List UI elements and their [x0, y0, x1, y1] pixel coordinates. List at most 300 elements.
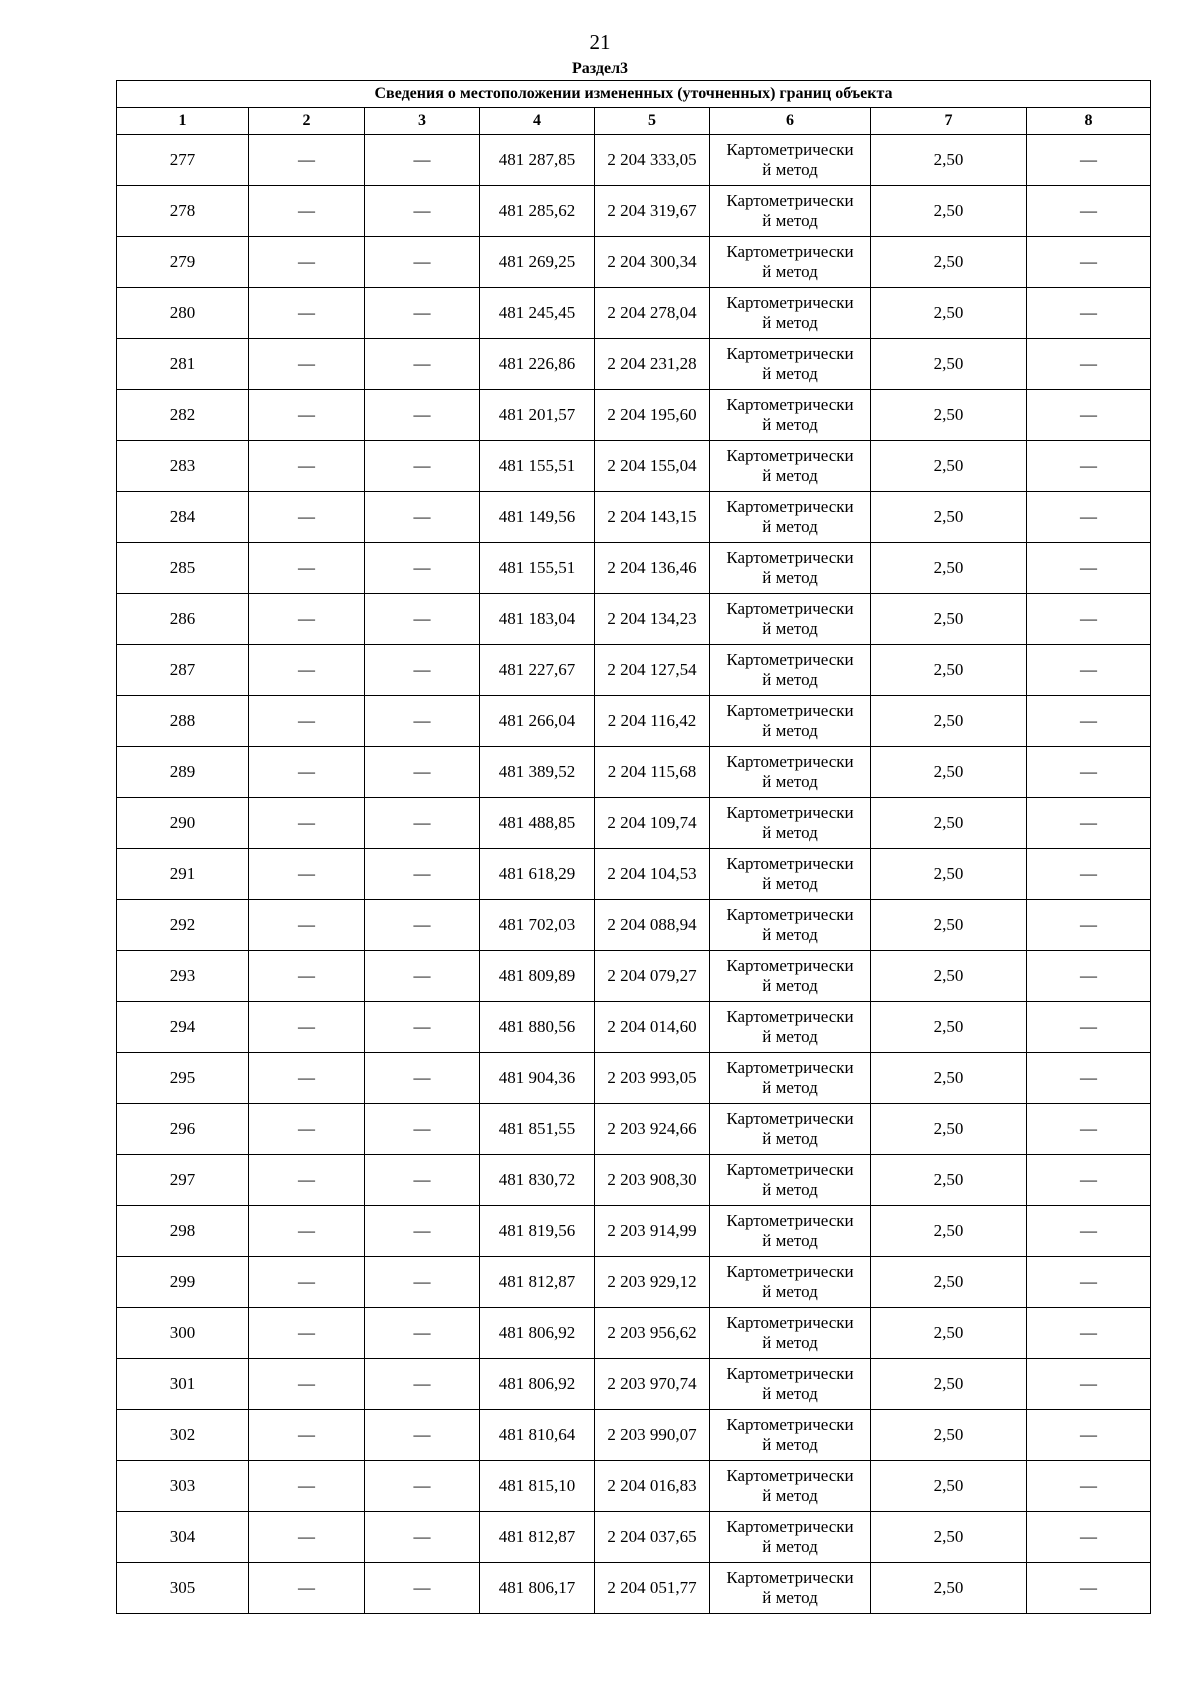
point-number-cell: 289: [117, 747, 249, 798]
point-number-cell: 292: [117, 900, 249, 951]
table-row: [117, 1155, 1151, 1206]
table-row: [117, 1410, 1151, 1461]
x-coordinate-cell: 481 851,55: [480, 1104, 595, 1155]
method-line2: й метод: [762, 619, 818, 638]
point-number-cell: 285: [117, 543, 249, 594]
x-coordinate-cell: 481 880,56: [480, 1002, 595, 1053]
method-cell: [710, 186, 871, 237]
method-line2: й метод: [762, 466, 818, 485]
col8-cell: —: [1027, 1155, 1151, 1206]
col8-cell: —: [1027, 390, 1151, 441]
col8-cell: —: [1027, 237, 1151, 288]
method-cell: [710, 1257, 871, 1308]
accuracy-cell: 2,50: [871, 1257, 1027, 1308]
method-cell: [710, 288, 871, 339]
method-line2: й метод: [762, 823, 818, 842]
x-coordinate-cell: 481 245,45: [480, 288, 595, 339]
col8-cell: —: [1027, 135, 1151, 186]
column-number: 1: [117, 108, 249, 135]
col3-cell: —: [365, 900, 480, 951]
method-line1: Картометрически: [726, 650, 854, 669]
y-coordinate-cell: 2 203 990,07: [595, 1410, 710, 1461]
col3-cell: —: [365, 186, 480, 237]
col3-cell: —: [365, 645, 480, 696]
page-number: 21: [589, 30, 611, 54]
method-cell: [710, 1410, 871, 1461]
accuracy-cell: 2,50: [871, 1461, 1027, 1512]
method-line2: й метод: [762, 772, 818, 791]
method-cell: [710, 390, 871, 441]
method-line1: Картометрически: [726, 293, 854, 312]
method-line2: й метод: [762, 1537, 818, 1556]
method-line2: й метод: [762, 262, 818, 281]
y-coordinate-cell: 2 203 993,05: [595, 1053, 710, 1104]
accuracy-cell: 2,50: [871, 645, 1027, 696]
y-coordinate-cell: 2 203 914,99: [595, 1206, 710, 1257]
accuracy-cell: 2,50: [871, 747, 1027, 798]
y-coordinate-cell: 2 203 929,12: [595, 1257, 710, 1308]
col8-cell: —: [1027, 951, 1151, 1002]
method-line1: Картометрически: [726, 395, 854, 414]
y-coordinate-cell: 2 204 014,60: [595, 1002, 710, 1053]
point-number-cell: 287: [117, 645, 249, 696]
col8-cell: —: [1027, 900, 1151, 951]
method-cell: [710, 237, 871, 288]
table-row: [117, 1359, 1151, 1410]
col8-cell: —: [1027, 543, 1151, 594]
col3-cell: —: [365, 1104, 480, 1155]
col3-cell: —: [365, 696, 480, 747]
col2-cell: —: [249, 1155, 365, 1206]
point-number-cell: 290: [117, 798, 249, 849]
method-cell: [710, 798, 871, 849]
table-row: [117, 645, 1151, 696]
method-line2: й метод: [762, 1027, 818, 1046]
method-line1: Картометрически: [726, 1109, 854, 1128]
col2-cell: —: [249, 1206, 365, 1257]
method-cell: [710, 747, 871, 798]
col3-cell: —: [365, 1359, 480, 1410]
col2-cell: —: [249, 288, 365, 339]
point-number-cell: 294: [117, 1002, 249, 1053]
x-coordinate-cell: 481 269,25: [480, 237, 595, 288]
method-line2: й метод: [762, 160, 818, 179]
table-row: [117, 390, 1151, 441]
col8-cell: —: [1027, 1359, 1151, 1410]
col2-cell: —: [249, 645, 365, 696]
method-line1: Картометрически: [726, 1364, 854, 1383]
x-coordinate-cell: 481 227,67: [480, 645, 595, 696]
method-line1: Картометрически: [726, 1211, 854, 1230]
table-row: [117, 747, 1151, 798]
y-coordinate-cell: 2 203 924,66: [595, 1104, 710, 1155]
point-number-cell: 288: [117, 696, 249, 747]
col8-cell: —: [1027, 696, 1151, 747]
column-number: 6: [710, 108, 871, 135]
table-row: [117, 1512, 1151, 1563]
method-line1: Картометрически: [726, 1466, 854, 1485]
x-coordinate-cell: 481 285,62: [480, 186, 595, 237]
x-coordinate-cell: 481 389,52: [480, 747, 595, 798]
y-coordinate-cell: 2 204 195,60: [595, 390, 710, 441]
method-cell: [710, 135, 871, 186]
accuracy-cell: 2,50: [871, 1512, 1027, 1563]
x-coordinate-cell: 481 183,04: [480, 594, 595, 645]
method-line1: Картометрически: [726, 905, 854, 924]
point-number-cell: 295: [117, 1053, 249, 1104]
method-cell: [710, 339, 871, 390]
x-coordinate-cell: 481 201,57: [480, 390, 595, 441]
method-cell: [710, 492, 871, 543]
method-line1: Картометрически: [726, 1415, 854, 1434]
accuracy-cell: 2,50: [871, 339, 1027, 390]
y-coordinate-cell: 2 203 970,74: [595, 1359, 710, 1410]
accuracy-cell: 2,50: [871, 696, 1027, 747]
method-line2: й метод: [762, 313, 818, 332]
col2-cell: —: [249, 441, 365, 492]
method-line2: й метод: [762, 1282, 818, 1301]
method-line2: й метод: [762, 874, 818, 893]
method-line2: й метод: [762, 721, 818, 740]
accuracy-cell: 2,50: [871, 1053, 1027, 1104]
method-line1: Картометрически: [726, 1058, 854, 1077]
col2-cell: —: [249, 390, 365, 441]
y-coordinate-cell: 2 204 079,27: [595, 951, 710, 1002]
x-coordinate-cell: 481 149,56: [480, 492, 595, 543]
method-cell: [710, 1206, 871, 1257]
col2-cell: —: [249, 1053, 365, 1104]
method-line1: Картометрически: [726, 1262, 854, 1281]
accuracy-cell: 2,50: [871, 1308, 1027, 1359]
column-number: 7: [871, 108, 1027, 135]
point-number-cell: 304: [117, 1512, 249, 1563]
accuracy-cell: 2,50: [871, 1002, 1027, 1053]
y-coordinate-cell: 2 204 115,68: [595, 747, 710, 798]
y-coordinate-cell: 2 204 104,53: [595, 849, 710, 900]
point-number-cell: 277: [117, 135, 249, 186]
col2-cell: —: [249, 951, 365, 1002]
table-row: [117, 696, 1151, 747]
col3-cell: —: [365, 1512, 480, 1563]
col8-cell: —: [1027, 747, 1151, 798]
col2-cell: —: [249, 1002, 365, 1053]
x-coordinate-cell: 481 287,85: [480, 135, 595, 186]
col8-cell: —: [1027, 1104, 1151, 1155]
method-line1: Картометрически: [726, 803, 854, 822]
column-number: 2: [249, 108, 365, 135]
x-coordinate-cell: 481 806,17: [480, 1563, 595, 1614]
col2-cell: —: [249, 135, 365, 186]
table-row: [117, 339, 1151, 390]
table-row: [117, 1308, 1151, 1359]
accuracy-cell: 2,50: [871, 594, 1027, 645]
col3-cell: —: [365, 543, 480, 594]
x-coordinate-cell: 481 806,92: [480, 1308, 595, 1359]
col8-cell: —: [1027, 1461, 1151, 1512]
accuracy-cell: 2,50: [871, 1104, 1027, 1155]
x-coordinate-cell: 481 618,29: [480, 849, 595, 900]
y-coordinate-cell: 2 204 143,15: [595, 492, 710, 543]
table-row: [117, 1257, 1151, 1308]
x-coordinate-cell: 481 266,04: [480, 696, 595, 747]
x-coordinate-cell: 481 488,85: [480, 798, 595, 849]
coordinates-table: [116, 80, 1151, 1614]
col3-cell: —: [365, 390, 480, 441]
method-line1: Картометрически: [726, 1568, 854, 1587]
method-line1: Картометрически: [726, 140, 854, 159]
y-coordinate-cell: 2 203 908,30: [595, 1155, 710, 1206]
point-number-cell: 302: [117, 1410, 249, 1461]
method-cell: [710, 696, 871, 747]
col2-cell: —: [249, 1257, 365, 1308]
method-line1: Картометрически: [726, 1007, 854, 1026]
point-number-cell: 293: [117, 951, 249, 1002]
y-coordinate-cell: 2 204 109,74: [595, 798, 710, 849]
method-cell: [710, 951, 871, 1002]
method-line1: Картометрически: [726, 446, 854, 465]
point-number-cell: 299: [117, 1257, 249, 1308]
method-line1: Картометрически: [726, 1517, 854, 1536]
table-row: [117, 288, 1151, 339]
col3-cell: —: [365, 1257, 480, 1308]
y-coordinate-cell: 2 204 016,83: [595, 1461, 710, 1512]
point-number-cell: 284: [117, 492, 249, 543]
method-line2: й метод: [762, 568, 818, 587]
accuracy-cell: 2,50: [871, 441, 1027, 492]
x-coordinate-cell: 481 815,10: [480, 1461, 595, 1512]
y-coordinate-cell: 2 204 333,05: [595, 135, 710, 186]
y-coordinate-cell: 2 204 088,94: [595, 900, 710, 951]
method-line2: й метод: [762, 670, 818, 689]
method-line2: й метод: [762, 211, 818, 230]
col3-cell: —: [365, 951, 480, 1002]
col8-cell: —: [1027, 1563, 1151, 1614]
method-cell: [710, 900, 871, 951]
method-line1: Картометрически: [726, 242, 854, 261]
method-cell: [710, 645, 871, 696]
col2-cell: —: [249, 1104, 365, 1155]
col2-cell: —: [249, 186, 365, 237]
x-coordinate-cell: 481 155,51: [480, 543, 595, 594]
method-line2: й метод: [762, 1231, 818, 1250]
method-line2: й метод: [762, 1588, 818, 1607]
method-line2: й метод: [762, 517, 818, 536]
accuracy-cell: 2,50: [871, 1563, 1027, 1614]
col8-cell: —: [1027, 1206, 1151, 1257]
method-line2: й метод: [762, 925, 818, 944]
x-coordinate-cell: 481 155,51: [480, 441, 595, 492]
table-row: [117, 441, 1151, 492]
table-row: [117, 186, 1151, 237]
col3-cell: —: [365, 237, 480, 288]
col3-cell: —: [365, 1563, 480, 1614]
point-number-cell: 298: [117, 1206, 249, 1257]
col2-cell: —: [249, 1410, 365, 1461]
table-title: Сведения о местоположении измененных (уточненных) границ объекта: [117, 81, 1151, 108]
method-line1: Картометрически: [726, 497, 854, 516]
table-row: [117, 1104, 1151, 1155]
col2-cell: —: [249, 492, 365, 543]
table-title-row: [117, 81, 1151, 108]
accuracy-cell: 2,50: [871, 1410, 1027, 1461]
col2-cell: —: [249, 1563, 365, 1614]
method-line2: й метод: [762, 1078, 818, 1097]
col3-cell: —: [365, 492, 480, 543]
col8-cell: —: [1027, 1257, 1151, 1308]
method-line1: Картометрически: [726, 701, 854, 720]
method-line1: Картометрически: [726, 191, 854, 210]
method-line1: Картометрически: [726, 752, 854, 771]
method-cell: [710, 1563, 871, 1614]
point-number-cell: 297: [117, 1155, 249, 1206]
x-coordinate-cell: 481 819,56: [480, 1206, 595, 1257]
method-cell: [710, 1053, 871, 1104]
point-number-cell: 300: [117, 1308, 249, 1359]
point-number-cell: 303: [117, 1461, 249, 1512]
method-cell: [710, 1308, 871, 1359]
table-row: [117, 1461, 1151, 1512]
method-line2: й метод: [762, 1486, 818, 1505]
accuracy-cell: 2,50: [871, 135, 1027, 186]
col8-cell: —: [1027, 1308, 1151, 1359]
col8-cell: —: [1027, 441, 1151, 492]
col3-cell: —: [365, 288, 480, 339]
method-cell: [710, 849, 871, 900]
method-cell: [710, 594, 871, 645]
accuracy-cell: 2,50: [871, 798, 1027, 849]
method-line1: Картометрически: [726, 548, 854, 567]
table-row: [117, 594, 1151, 645]
y-coordinate-cell: 2 204 116,42: [595, 696, 710, 747]
col2-cell: —: [249, 594, 365, 645]
col2-cell: —: [249, 696, 365, 747]
accuracy-cell: 2,50: [871, 849, 1027, 900]
method-line2: й метод: [762, 364, 818, 383]
method-cell: [710, 1512, 871, 1563]
col8-cell: —: [1027, 798, 1151, 849]
column-number-row: [117, 108, 1151, 135]
point-number-cell: 278: [117, 186, 249, 237]
method-line2: й метод: [762, 1435, 818, 1454]
col8-cell: —: [1027, 1410, 1151, 1461]
column-number: 3: [365, 108, 480, 135]
table-body: [117, 135, 1151, 1614]
method-line1: Картометрически: [726, 599, 854, 618]
col3-cell: —: [365, 849, 480, 900]
accuracy-cell: 2,50: [871, 390, 1027, 441]
table-row: [117, 900, 1151, 951]
method-line2: й метод: [762, 415, 818, 434]
x-coordinate-cell: 481 809,89: [480, 951, 595, 1002]
point-number-cell: 286: [117, 594, 249, 645]
table-row: [117, 135, 1151, 186]
col3-cell: —: [365, 1053, 480, 1104]
table-row: [117, 492, 1151, 543]
y-coordinate-cell: 2 204 300,34: [595, 237, 710, 288]
col8-cell: —: [1027, 594, 1151, 645]
col8-cell: —: [1027, 288, 1151, 339]
point-number-cell: 291: [117, 849, 249, 900]
col3-cell: —: [365, 1155, 480, 1206]
col2-cell: —: [249, 543, 365, 594]
col3-cell: —: [365, 1461, 480, 1512]
col2-cell: —: [249, 798, 365, 849]
table-row: [117, 1563, 1151, 1614]
x-coordinate-cell: 481 812,87: [480, 1257, 595, 1308]
method-line2: й метод: [762, 1384, 818, 1403]
col2-cell: —: [249, 1512, 365, 1563]
y-coordinate-cell: 2 204 319,67: [595, 186, 710, 237]
col2-cell: —: [249, 900, 365, 951]
point-number-cell: 305: [117, 1563, 249, 1614]
col8-cell: —: [1027, 339, 1151, 390]
method-line1: Картометрически: [726, 1313, 854, 1332]
col8-cell: —: [1027, 645, 1151, 696]
table-row: [117, 1002, 1151, 1053]
x-coordinate-cell: 481 812,87: [480, 1512, 595, 1563]
y-coordinate-cell: 2 203 956,62: [595, 1308, 710, 1359]
method-line2: й метод: [762, 1129, 818, 1148]
col2-cell: —: [249, 747, 365, 798]
accuracy-cell: 2,50: [871, 1359, 1027, 1410]
method-cell: [710, 1461, 871, 1512]
method-line2: й метод: [762, 1180, 818, 1199]
col8-cell: —: [1027, 186, 1151, 237]
point-number-cell: 296: [117, 1104, 249, 1155]
accuracy-cell: 2,50: [871, 288, 1027, 339]
col3-cell: —: [365, 135, 480, 186]
accuracy-cell: 2,50: [871, 186, 1027, 237]
point-number-cell: 279: [117, 237, 249, 288]
y-coordinate-cell: 2 204 136,46: [595, 543, 710, 594]
y-coordinate-cell: 2 204 051,77: [595, 1563, 710, 1614]
x-coordinate-cell: 481 810,64: [480, 1410, 595, 1461]
col3-cell: —: [365, 1002, 480, 1053]
method-line1: Картометрически: [726, 344, 854, 363]
col3-cell: —: [365, 747, 480, 798]
method-line1: Картометрически: [726, 854, 854, 873]
y-coordinate-cell: 2 204 231,28: [595, 339, 710, 390]
accuracy-cell: 2,50: [871, 1206, 1027, 1257]
col8-cell: —: [1027, 1512, 1151, 1563]
y-coordinate-cell: 2 204 278,04: [595, 288, 710, 339]
method-line1: Картометрически: [726, 956, 854, 975]
point-number-cell: 301: [117, 1359, 249, 1410]
method-cell: [710, 1359, 871, 1410]
accuracy-cell: 2,50: [871, 900, 1027, 951]
method-cell: [710, 1155, 871, 1206]
col2-cell: —: [249, 237, 365, 288]
method-line2: й метод: [762, 1333, 818, 1352]
y-coordinate-cell: 2 204 134,23: [595, 594, 710, 645]
accuracy-cell: 2,50: [871, 543, 1027, 594]
col8-cell: —: [1027, 1002, 1151, 1053]
table-row: [117, 543, 1151, 594]
col2-cell: —: [249, 339, 365, 390]
x-coordinate-cell: 481 830,72: [480, 1155, 595, 1206]
table-row: [117, 849, 1151, 900]
column-number: 5: [595, 108, 710, 135]
x-coordinate-cell: 481 702,03: [480, 900, 595, 951]
col8-cell: —: [1027, 492, 1151, 543]
accuracy-cell: 2,50: [871, 951, 1027, 1002]
column-number: 4: [480, 108, 595, 135]
method-line2: й метод: [762, 976, 818, 995]
point-number-cell: 282: [117, 390, 249, 441]
section-title: Раздел3: [571, 60, 629, 77]
table-row: [117, 1206, 1151, 1257]
x-coordinate-cell: 481 904,36: [480, 1053, 595, 1104]
